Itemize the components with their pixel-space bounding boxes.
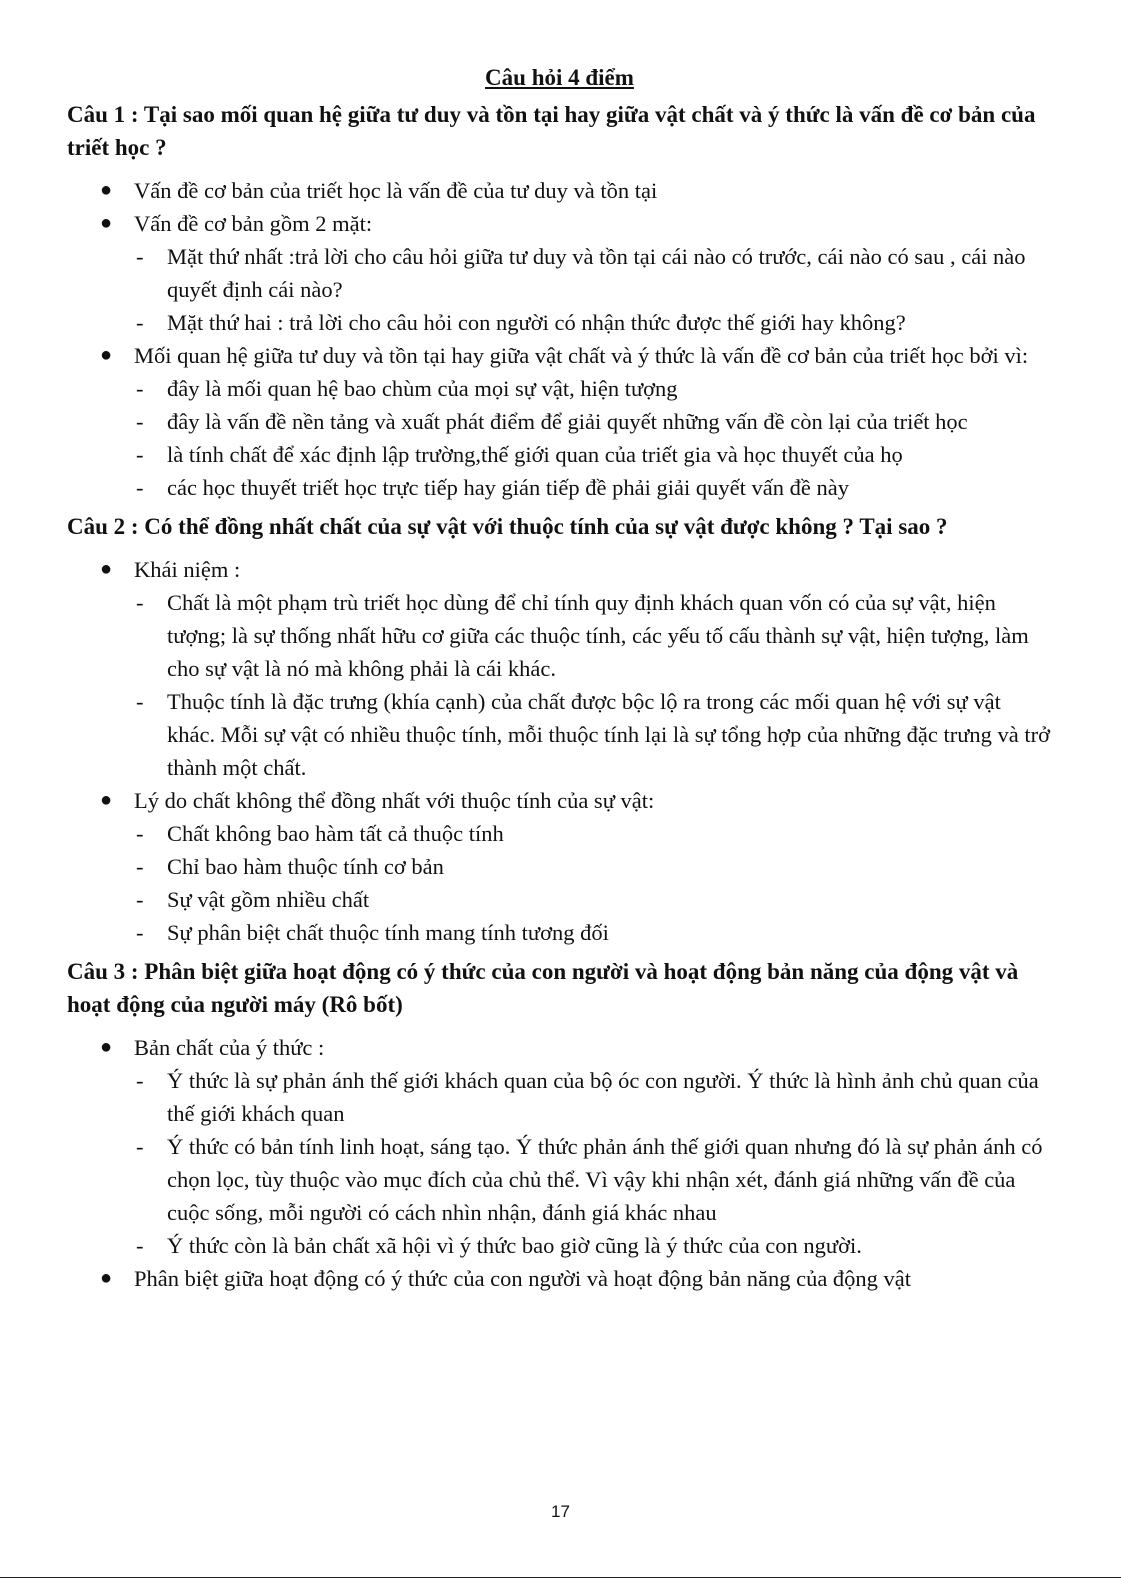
question-1-heading: Câu 1 : Tại sao mối quan hệ giữa tư duy và tồn tại hay giữa vật chất và ý thức là vấn đề cơ bản của triết học ? [67, 102, 1036, 160]
bullet-icon: ● [100, 179, 113, 201]
page-number: 17 [551, 1502, 570, 1521]
item-text: Thuộc tính là đặc trưng (khía cạnh) của chất được bộc lộ ra trong các mối quan hệ với sự vật khác. Mỗi sự vật có nhiều thuộc tính, mỗi thuộc tính lại là sự tổng hợp của những đặc trưng và trở thành một chất. [167, 689, 1051, 780]
item-text: các học thuyết triết học trực tiếp hay gián tiếp đề phải giải quyết vấn đề này [167, 475, 849, 500]
sub-list-item [67, 1064, 1052, 1130]
item-text: Khái niệm : [134, 557, 241, 582]
question-2-heading: Câu 2 : Có thể đồng nhất chất của sự vật với thuộc tính của sự vật được không ? Tại sao ? [67, 514, 948, 539]
item-text: Ý thức là sự phản ánh thế giới khách quan của bộ óc con người. Ý thức là hình ảnh chủ quan của thế giới khách quan [167, 1068, 1039, 1126]
item-text: Chỉ bao hàm thuộc tính cơ bản [167, 854, 444, 879]
item-text: Ý thức có bản tính linh hoạt, sáng tạo. Ý thức phản ánh thế giới quan nhưng đó là sự phản ánh có chọn lọc, tùy thuộc vào mục đích của chủ thể. Vì vậy khi nhận xét, đánh giá những vấn đề của cuộc sống, mỗi người có cách nhìn nhận, đánh giá khác nhau [167, 1134, 1043, 1225]
bullet-icon: ● [100, 789, 113, 811]
sub-list-item [67, 438, 1052, 471]
dash-icon: - [136, 590, 144, 615]
item-text: đây là mối quan hệ bao chùm của mọi sự vật, hiện tượng [167, 376, 678, 401]
item-text: Mặt thứ hai : trả lời cho câu hỏi con người có nhận thức được thế giới hay không? [167, 310, 906, 335]
bullet-icon: ● [100, 212, 113, 234]
item-text: Lý do chất không thể đồng nhất với thuộc tính của sự vật: [134, 788, 655, 813]
sub-list-item [67, 372, 1052, 405]
dash-icon: - [136, 475, 144, 500]
item-text: Sự vật gồm nhiều chất [167, 887, 370, 912]
dash-icon: - [136, 1068, 144, 1093]
item-text: Phân biệt giữa hoạt động có ý thức của con người và hoạt động bản năng của động vật [134, 1266, 912, 1291]
dash-icon: - [136, 1233, 144, 1258]
item-text: là tính chất để xác định lập trường,thế giới quan của triết gia và học thuyết của họ [167, 442, 903, 467]
list-item [67, 784, 1052, 817]
item-text: Sự phân biệt chất thuộc tính mang tính tương đối [167, 920, 609, 945]
sub-list-item [67, 916, 1052, 949]
page-title: Câu hỏi 4 điểm [485, 65, 634, 90]
item-text: Vấn đề cơ bản của triết học là vấn đề của tư duy và tồn tại [134, 178, 658, 203]
sub-list-item [67, 817, 1052, 850]
bullet-icon: ● [100, 344, 113, 366]
dash-icon: - [136, 920, 144, 945]
sub-list-item [67, 405, 1052, 438]
list-item [67, 1262, 1052, 1295]
dash-icon: - [136, 376, 144, 401]
dash-icon: - [136, 689, 144, 714]
sub-list-item [67, 586, 1052, 685]
list-item [67, 339, 1052, 372]
question-1-list [67, 174, 1052, 504]
bullet-icon: ● [100, 1267, 113, 1289]
dash-icon: - [136, 310, 144, 335]
item-text: Mối quan hệ giữa tư duy và tồn tại hay giữa vật chất và ý thức là vấn đề cơ bản của triết học bởi vì: [134, 343, 1029, 368]
question-2-list [67, 553, 1052, 949]
item-text: Chất không bao hàm tất cả thuộc tính [167, 821, 504, 846]
sub-list-item [67, 850, 1052, 883]
dash-icon: - [136, 442, 144, 467]
list-item [67, 207, 1052, 240]
dash-icon: - [136, 244, 144, 269]
sub-list-item [67, 240, 1052, 306]
sub-list-item [67, 471, 1052, 504]
bullet-icon: ● [100, 558, 113, 580]
sub-list-item [67, 306, 1052, 339]
item-text: Ý thức còn là bản chất xã hội vì ý thức bao giờ cũng là ý thức của con người. [167, 1233, 862, 1258]
item-text: Mặt thứ nhất :trả lời cho câu hỏi giữa tư duy và tồn tại cái nào có trước, cái nào có sau , cái nào quyết định cái nào? [167, 244, 1026, 302]
list-item [67, 174, 1052, 207]
sub-list-item [67, 1130, 1052, 1229]
item-text: Vấn đề cơ bản gồm 2 mặt: [134, 211, 373, 236]
list-item [67, 1031, 1052, 1064]
item-text: đây là vấn đề nền tảng và xuất phát điểm để giải quyết những vấn đề còn lại của triết học [167, 409, 968, 434]
dash-icon: - [136, 1134, 144, 1159]
bullet-icon: ● [100, 1036, 113, 1058]
document-content [67, 62, 1052, 1301]
item-text: Bản chất của ý thức : [134, 1035, 325, 1060]
dash-icon: - [136, 887, 144, 912]
sub-list-item [67, 883, 1052, 916]
dash-icon: - [136, 409, 144, 434]
bottom-divider [0, 1577, 1121, 1578]
question-3-list [67, 1031, 1052, 1295]
sub-list-item [67, 1229, 1052, 1262]
dash-icon: - [136, 821, 144, 846]
question-3-heading: Câu 3 : Phân biệt giữa hoạt động có ý thức của con người và hoạt động bản năng của động vật và hoạt động của người máy (Rô bốt) [67, 959, 1019, 1017]
dash-icon: - [136, 854, 144, 879]
item-text: Chất là một phạm trù triết học dùng để chỉ tính quy định khách quan vốn có của sự vật, hiện tượng; là sự thống nhất hữu cơ giữa các thuộc tính, các yếu tố cấu thành sự vật, hiện tượng, làm cho sự vật là nó mà không phải là cái khác. [167, 590, 1029, 681]
list-item [67, 553, 1052, 586]
sub-list-item [67, 685, 1052, 784]
